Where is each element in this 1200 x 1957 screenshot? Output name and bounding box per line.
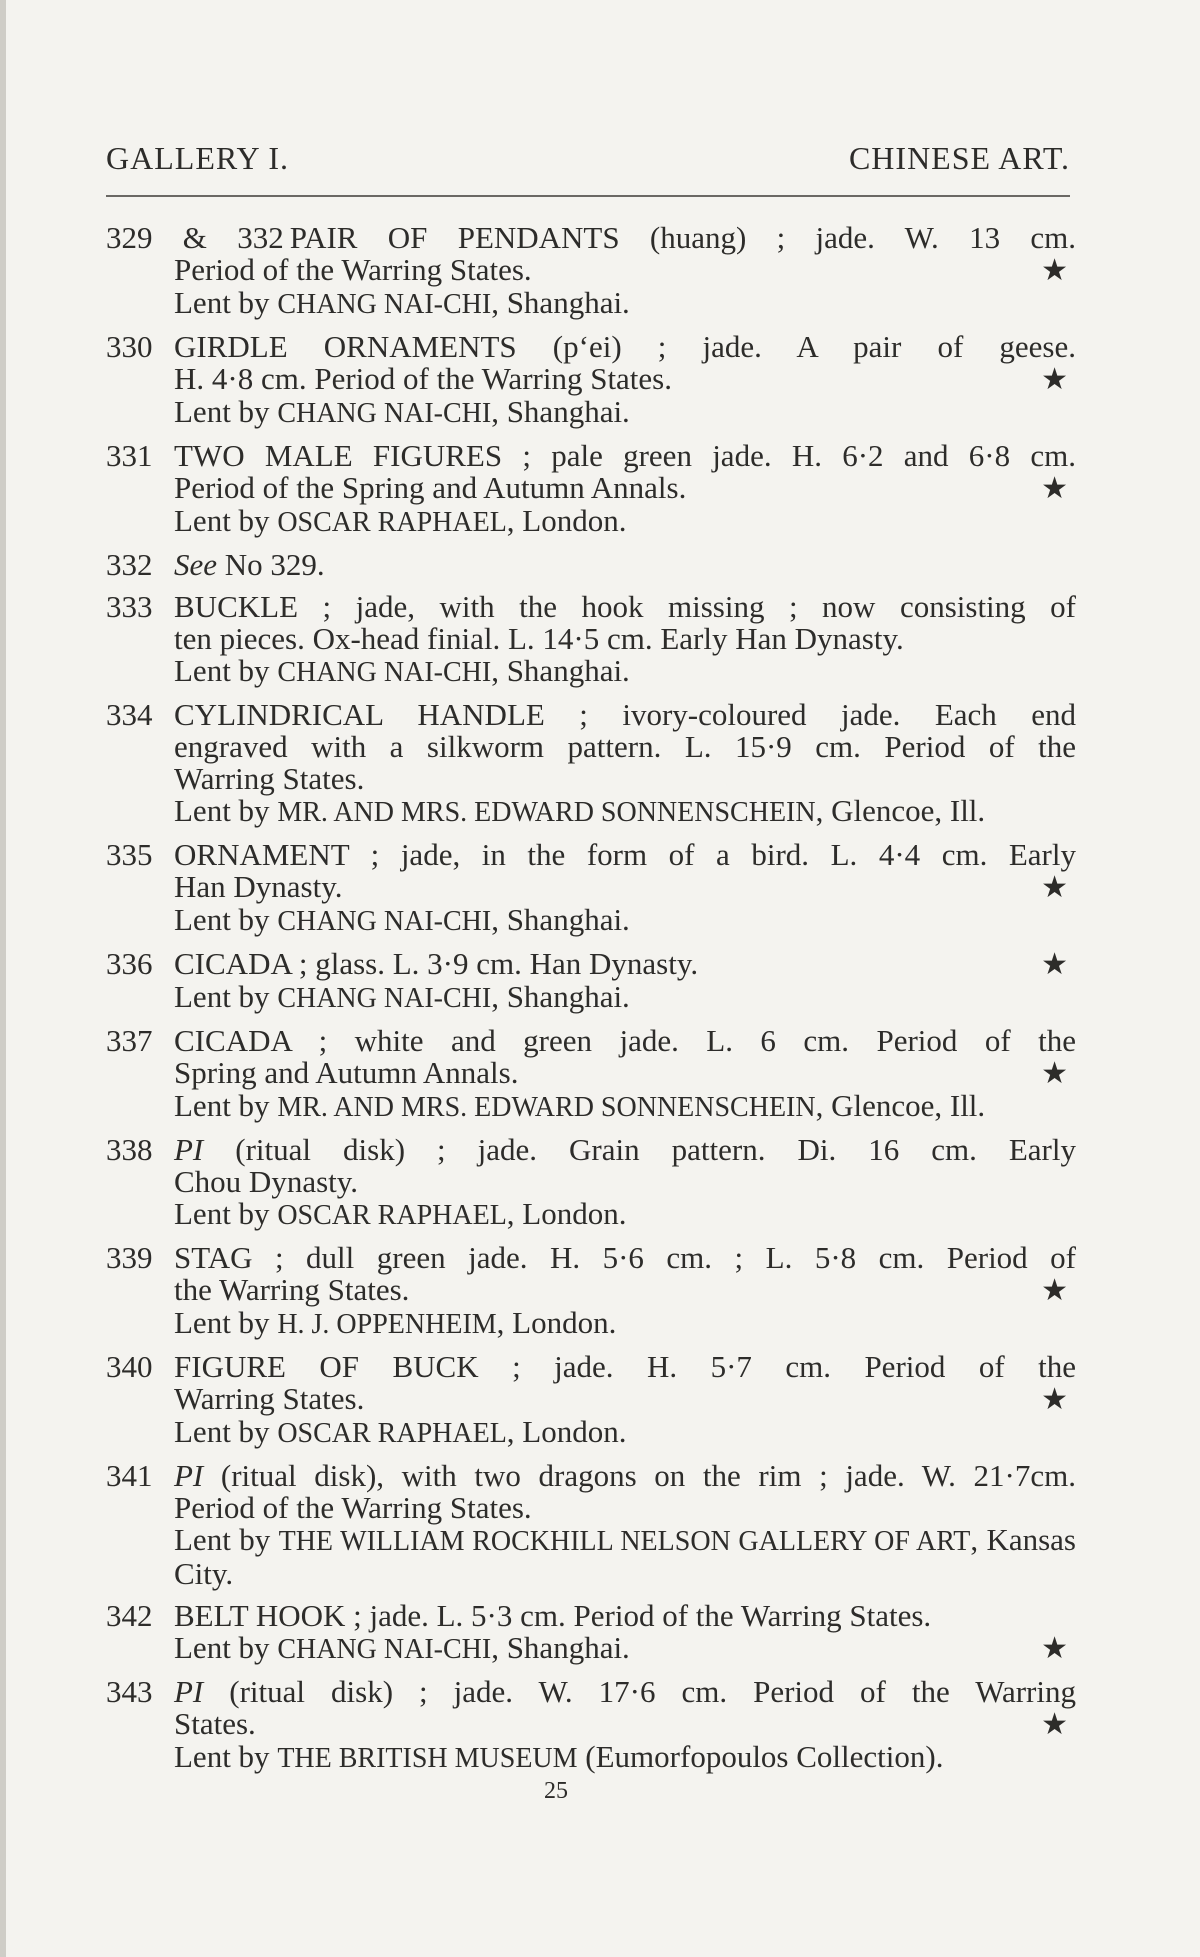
- header-section: CHINESE ART.: [848, 140, 1070, 176]
- lender-line: [174, 1090, 1076, 1124]
- entry-number: 343: [106, 1674, 153, 1709]
- description-line: [174, 871, 1076, 904]
- description-segment: PAIR OF PENDANTS (huang) ; jade. W. 13 cm.: [289, 220, 1076, 255]
- description-line: [174, 1274, 1076, 1307]
- description-segment: (ritual disk) ; jade. Grain pattern. Di. 16 cm. Early: [203, 1132, 1076, 1167]
- lender-name: CHANG NAI-CHI: [277, 1634, 492, 1665]
- lender-name: CHANG NAI-CHI: [277, 398, 492, 429]
- description-line: [174, 1134, 1076, 1166]
- lender-line: [174, 1524, 1076, 1590]
- header-rule: [106, 195, 1070, 197]
- lender-line: [174, 981, 1076, 1015]
- description-line: [174, 1242, 1076, 1274]
- entry-number: 338: [106, 1132, 153, 1167]
- description-segment: BELT HOOK ; jade. L. 5·3 cm. Period of the Warring States.: [174, 1598, 932, 1633]
- lender-name: MR. AND MRS. EDWARD SONNENSCHEIN: [277, 1092, 816, 1123]
- page-number: 25: [544, 1778, 568, 1804]
- description-line: [174, 1600, 1076, 1632]
- description-line: [174, 839, 1076, 871]
- lender-line: [174, 904, 1076, 938]
- description-line: [174, 699, 1076, 731]
- description-segment: GIRDLE ORNAMENTS (p‘ei) ; jade. A pair of geese.: [174, 329, 1076, 364]
- description-segment: Warring States.: [174, 1381, 365, 1416]
- lender-line: [174, 1307, 1076, 1341]
- lender-text: [174, 653, 630, 688]
- catalogue-entry: [106, 1460, 1076, 1590]
- description-line: [174, 1460, 1076, 1492]
- lent-by: Lent by: [174, 285, 270, 320]
- entry-number: 342: [106, 1598, 153, 1633]
- description-text: [174, 472, 686, 504]
- description-text: [174, 1274, 409, 1306]
- star-icon: ★: [1041, 1057, 1068, 1090]
- lender-text: [174, 1088, 985, 1123]
- lender-line: [174, 795, 1076, 829]
- lender-location: , Glencoe, Ill.: [815, 793, 986, 828]
- catalogue-entry: [106, 440, 1076, 539]
- lender-line: [174, 655, 1076, 689]
- lender-text: [174, 394, 630, 429]
- lender-location: , Kansas City.: [174, 1522, 1076, 1591]
- catalogue-entry: [106, 1676, 1076, 1775]
- description-text: [174, 871, 342, 903]
- lent-by: Lent by: [174, 1739, 270, 1774]
- description-line: [174, 1351, 1076, 1383]
- description-line: [174, 1057, 1076, 1090]
- entry-number: 331: [106, 438, 153, 473]
- catalogue-entry: [106, 222, 1076, 321]
- lender-line: [174, 396, 1076, 430]
- lender-text: [174, 1196, 626, 1231]
- description-line: [290, 220, 1076, 255]
- description-segment: Period of the Warring States.: [174, 1490, 532, 1525]
- description-line: [174, 1166, 1076, 1198]
- see-word: See: [174, 547, 218, 582]
- lender-text: [174, 979, 630, 1014]
- lender-text: [174, 1739, 943, 1774]
- lent-by: Lent by: [174, 902, 270, 937]
- lender-line: [174, 1198, 1076, 1232]
- description-line: [174, 1383, 1076, 1416]
- catalogue-entry: [106, 699, 1076, 829]
- description-segment: STAG ; dull green jade. H. 5·6 cm. ; L. 5·8 cm. Period of: [174, 1240, 1076, 1275]
- description-line: [174, 1492, 1076, 1524]
- lender-line: [174, 287, 1076, 321]
- description-text: [174, 363, 672, 395]
- description-line: [174, 623, 1076, 655]
- lender-location: , London.: [506, 1196, 627, 1231]
- description-segment: engraved with a silkworm pattern. L. 15·9 cm. Period of the: [174, 729, 1076, 764]
- lender-name: CHANG NAI-CHI: [277, 906, 492, 937]
- lent-by: Lent by: [174, 1196, 270, 1231]
- description-line: [174, 331, 1076, 363]
- description-line: [174, 472, 1076, 505]
- lent-by: Lent by: [174, 503, 270, 538]
- lender-location: (Eumorfopoulos Collection).: [577, 1739, 944, 1774]
- lender-name: CHANG NAI-CHI: [277, 289, 492, 320]
- lender-name: CHANG NAI-CHI: [277, 657, 492, 688]
- lender-location: , Shanghai.: [491, 1630, 630, 1665]
- lender-text: [174, 793, 985, 828]
- lender-text: [174, 1414, 626, 1449]
- description-line: [174, 591, 1076, 623]
- catalogue-entry: [106, 1025, 1076, 1124]
- lender-location: , Shanghai.: [491, 394, 630, 429]
- lender-text: [174, 285, 630, 320]
- entry-number: 334: [106, 697, 153, 732]
- lender-name: OSCAR RAPHAEL: [277, 507, 507, 538]
- description-segment: (ritual disk) ; jade. W. 17·6 cm. Period of the Warring: [203, 1674, 1076, 1709]
- object-type: PI: [174, 1458, 204, 1493]
- lent-by: Lent by: [174, 653, 270, 688]
- lent-by: Lent by: [174, 1414, 270, 1449]
- star-icon: ★: [1041, 1383, 1068, 1416]
- lender-text: [174, 902, 630, 937]
- description-segment: Period of the Warring States.: [174, 252, 532, 287]
- description-segment: TWO MALE FIGURES ; pale green jade. H. 6·2 and 6·8 cm.: [174, 438, 1076, 473]
- entry-number: 337: [106, 1023, 153, 1058]
- catalogue-entry: [106, 1242, 1076, 1341]
- lender-name: MR. AND MRS. EDWARD SONNENSCHEIN: [277, 797, 816, 828]
- description-segment: H. 4·8 cm. Period of the Warring States.: [174, 361, 672, 396]
- lender-text: [174, 503, 626, 538]
- lender-text: [174, 1305, 616, 1340]
- lender-text: [174, 1522, 1076, 1591]
- description-segment: Han Dynasty.: [174, 869, 343, 904]
- lent-by: Lent by: [174, 394, 270, 429]
- lender-location: , Shanghai.: [491, 285, 630, 320]
- description-line: [174, 948, 1076, 981]
- star-icon: ★: [1041, 363, 1068, 396]
- lender-name: THE WILLIAM ROCKHILL NELSON GALLERY OF ART: [278, 1526, 971, 1557]
- lent-by: Lent by: [174, 1522, 271, 1557]
- description-line: [174, 1708, 1076, 1741]
- header-gallery: GALLERY I.: [106, 140, 290, 176]
- entry-number: 335: [106, 837, 153, 872]
- entry-number: 332: [106, 547, 153, 582]
- lender-name: OSCAR RAPHAEL: [277, 1200, 507, 1231]
- entry-number: 330: [106, 329, 153, 364]
- description-text: [174, 948, 698, 980]
- catalogue-entry: [106, 1134, 1076, 1232]
- entry-number: 336: [106, 946, 153, 981]
- description-text: [174, 254, 532, 286]
- description-segment: CICADA ; white and green jade. L. 6 cm. Period of the: [174, 1023, 1076, 1058]
- description-segment: Period of the Spring and Autumn Annals.: [174, 470, 687, 505]
- description-text: [174, 1057, 518, 1089]
- lender-name: THE BRITISH MUSEUM: [277, 1743, 578, 1774]
- star-icon: ★: [1041, 871, 1068, 904]
- entry-number: 329 & 332: [106, 220, 284, 255]
- description-segment: ten pieces. Ox-head finial. L. 14·5 cm. Early Han Dynasty.: [174, 621, 904, 656]
- cross-reference: [174, 549, 1076, 581]
- catalogue-entry: [106, 948, 1076, 1015]
- star-icon: ★: [1041, 1708, 1068, 1741]
- lender-line: [174, 1741, 1076, 1775]
- description-line: [174, 1676, 1076, 1708]
- lent-by: Lent by: [174, 1630, 270, 1665]
- description-line: [174, 763, 1076, 795]
- description-segment: Chou Dynasty.: [174, 1164, 358, 1199]
- lender-location: , Shanghai.: [491, 902, 630, 937]
- description-line: [174, 731, 1076, 763]
- description-line: [106, 220, 1076, 255]
- lender-location: , Glencoe, Ill.: [815, 1088, 986, 1123]
- description-text: [174, 1708, 256, 1740]
- star-icon: ★: [1041, 254, 1068, 287]
- star-icon: ★: [1041, 1632, 1068, 1665]
- description-text: [174, 1383, 364, 1415]
- entry-number: 340: [106, 1349, 153, 1384]
- lender-line: [174, 505, 1076, 539]
- description-segment: CICADA ; glass. L. 3·9 cm. Han Dynasty.: [174, 946, 699, 981]
- description-line: [174, 363, 1076, 396]
- entry-number: 333: [106, 589, 153, 624]
- lender-location: , London.: [496, 1305, 617, 1340]
- lender-name: H. J. OPPENHEIM: [277, 1309, 497, 1340]
- description-segment: Warring States.: [174, 761, 365, 796]
- running-header: [106, 140, 1070, 177]
- catalogue-entry: [106, 591, 1076, 689]
- star-icon: ★: [1041, 1274, 1068, 1307]
- description-line: [174, 1025, 1076, 1057]
- description-line: [174, 254, 1076, 287]
- lent-by: Lent by: [174, 793, 270, 828]
- catalogue-entry: [106, 1600, 1076, 1666]
- catalogue-entry: [106, 1351, 1076, 1450]
- description-segment: Spring and Autumn Annals.: [174, 1055, 519, 1090]
- description-segment: States.: [174, 1706, 256, 1741]
- description-segment: the Warring States.: [174, 1272, 410, 1307]
- lender-location: , Shanghai.: [491, 653, 630, 688]
- lender-location: , London.: [506, 1414, 627, 1449]
- lender-location: , Shanghai.: [491, 979, 630, 1014]
- lender-location: , London.: [506, 503, 627, 538]
- description-segment: BUCKLE ; jade, with the hook missing ; now consisting of: [174, 589, 1076, 624]
- lender-name: CHANG NAI-CHI: [277, 983, 492, 1014]
- description-segment: (ritual disk), with two dragons on the rim ; jade. W. 21·7cm.: [203, 1458, 1076, 1493]
- star-icon: ★: [1041, 948, 1068, 981]
- object-type: PI: [174, 1132, 204, 1167]
- description-line: [174, 440, 1076, 472]
- description-segment: ORNAMENT ; jade, in the form of a bird. L. 4·4 cm. Early: [174, 837, 1076, 872]
- see-reference: No 329.: [217, 547, 325, 582]
- entry-number: 339: [106, 1240, 153, 1275]
- catalogue-entries: [106, 222, 1076, 1785]
- lender-line: [174, 1632, 1076, 1666]
- lent-by: Lent by: [174, 979, 270, 1014]
- catalogue-entry: [106, 839, 1076, 938]
- lent-by: Lent by: [174, 1305, 270, 1340]
- catalogue-entry: [106, 549, 1076, 581]
- star-icon: ★: [1041, 472, 1068, 505]
- description-segment: CYLINDRICAL HANDLE ; ivory-coloured jade. Each end: [174, 697, 1076, 732]
- entry-number: 341: [106, 1458, 153, 1493]
- catalogue-entry: [106, 331, 1076, 430]
- lender-line: [174, 1416, 1076, 1450]
- description-segment: FIGURE OF BUCK ; jade. H. 5·7 cm. Period of the: [174, 1349, 1076, 1384]
- lender-name: OSCAR RAPHAEL: [277, 1418, 507, 1449]
- lender-text: [174, 1632, 630, 1666]
- object-type: PI: [174, 1674, 204, 1709]
- lent-by: Lent by: [174, 1088, 270, 1123]
